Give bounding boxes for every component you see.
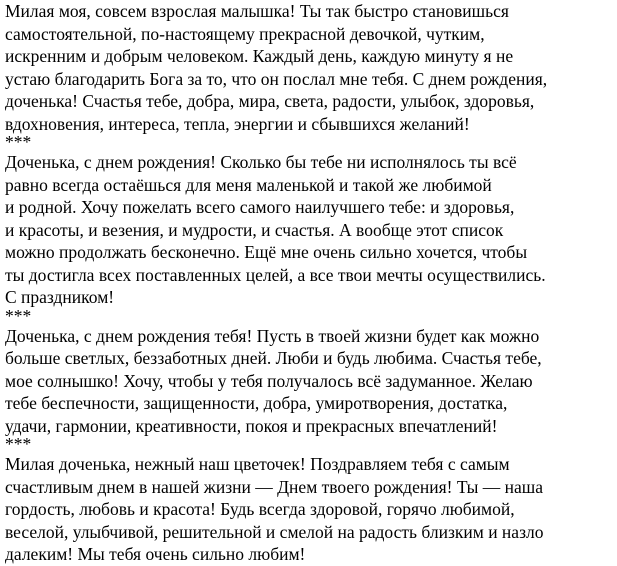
text-line: счастливым днем в нашей жизни — Днем твоего рождения! Ты — наша xyxy=(5,476,544,497)
text-line: тебе беспечности, защищенности, добра, умиротворения, достатка, xyxy=(5,393,508,413)
wish-paragraph-4 xyxy=(5,453,617,566)
text-line: ты достигла всех поставленных целей, а все твои мечты осуществились. xyxy=(5,264,546,285)
text-line: С праздником! xyxy=(5,287,115,307)
section-separator: *** xyxy=(5,305,32,326)
text-line: искренним и добрым человеком. Каждый день, каждую минуту я не xyxy=(5,46,514,66)
text-line: Доченька, с днем рождения тебя! Пусть в твоей жизни будет как можно xyxy=(5,325,540,346)
text-line: Милая доченька, нежный наш цветочек! Поздравляем тебя с самым xyxy=(5,454,510,474)
text-line: и красоты, и везения, и мудрости, и счастья. А вообще этот список xyxy=(5,219,504,240)
text-line: устаю благодарить Бога за то, что он послал мне тебя. С днем рождения, xyxy=(5,68,548,89)
text-line: доченька! Счастья тебе, добра, мира, света, радости, улыбок, здоровья, xyxy=(5,91,535,111)
section-separator: *** xyxy=(5,434,32,454)
wish-paragraph-3 xyxy=(5,325,617,438)
text-line: гордость, любовь и красота! Будь всегда здоровой, горячо любимой, xyxy=(5,499,515,519)
text-line: Доченька, с днем рождения! Сколько бы тебе ни исполнялось ты всё xyxy=(5,152,517,172)
wish-paragraph-2 xyxy=(5,151,617,309)
section-separator: *** xyxy=(5,132,32,152)
text-line: удачи, гармонии, креативности, покоя и прекрасных впечатлений! xyxy=(5,415,498,436)
text-line: равно всегда остаёшься для меня маленькой и такой же любимой xyxy=(5,174,492,195)
text-line: самостоятельной, по-настоящему прекрасной девочкой, чутким, xyxy=(5,23,485,44)
text-line: вдохновения, интереса, тепла, энергии и сбывшихся желаний! xyxy=(5,113,470,134)
text-line: и родной. Хочу пожелать всего самого наилучшего тебе: и здоровья, xyxy=(5,197,515,217)
text-line: больше светлых, беззаботных дней. Люби и будь любима. Счастья тебе, xyxy=(5,348,542,368)
text-line: далеким! Мы тебя очень сильно любим! xyxy=(5,544,306,564)
wish-paragraph-1 xyxy=(5,0,617,135)
text-line: Милая моя, совсем взрослая малышка! Ты так быстро становишься xyxy=(5,1,509,21)
text-line: можно продолжать бесконечно. Ещё мне очень сильно хочется, чтобы xyxy=(5,242,528,262)
text-line: мое солнышко! Хочу, чтобы у тебя получалось всё задуманное. Желаю xyxy=(5,370,533,391)
text-line: веселой, улыбчивой, решительной и смелой на радость близким и назло xyxy=(5,521,544,542)
